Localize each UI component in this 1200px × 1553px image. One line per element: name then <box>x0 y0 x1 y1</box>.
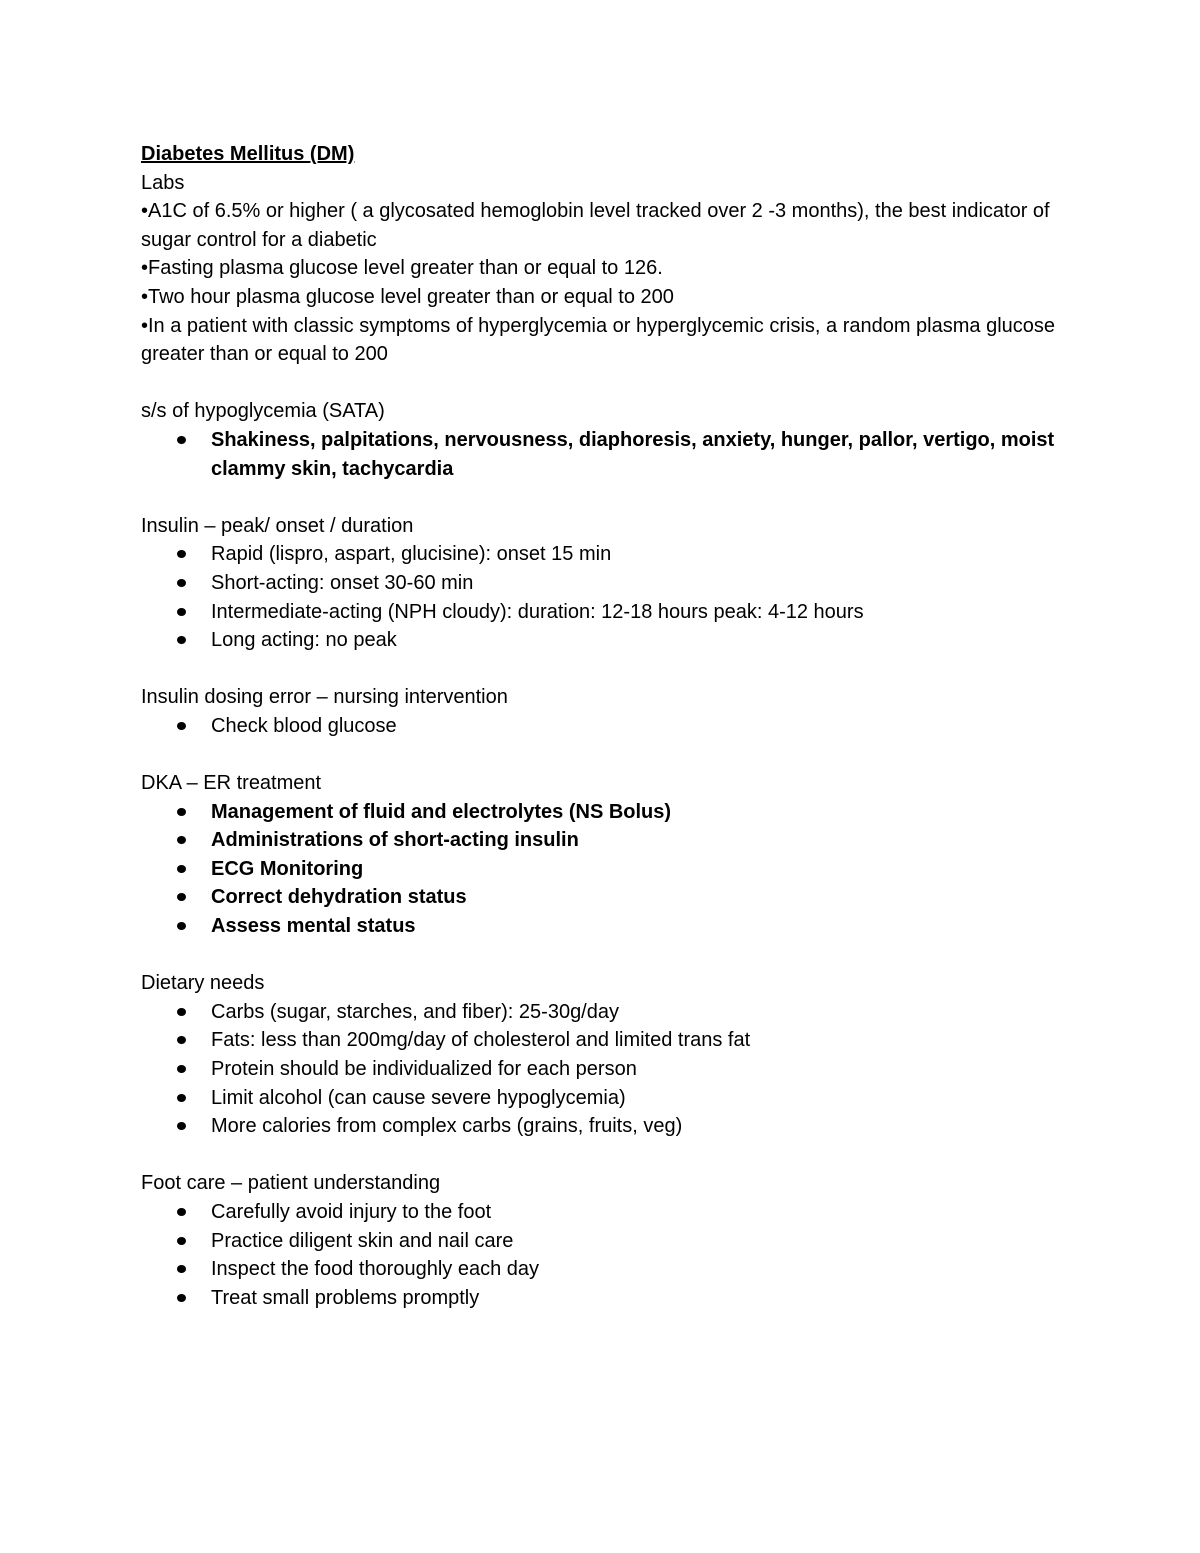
list-item <box>141 1084 1071 1113</box>
list-item-text: Correct dehydration status <box>211 886 467 909</box>
dietary-heading: Dietary needs <box>141 972 265 995</box>
foot-care-list <box>141 1198 1071 1312</box>
list-item <box>141 569 1071 598</box>
list-item-text: Inspect the food thoroughly each day <box>211 1258 540 1281</box>
dosing-error-list <box>141 712 1071 741</box>
bullet-icon <box>177 550 186 558</box>
bullet-icon <box>177 636 186 644</box>
list-item <box>141 626 1071 655</box>
list-item <box>141 1255 1071 1284</box>
list-item-text: Limit alcohol (can cause severe hypoglycemia) <box>211 1086 626 1109</box>
dka-list <box>141 798 1071 941</box>
bullet-icon <box>177 836 186 844</box>
dka-section <box>141 769 1071 941</box>
list-item-text: Short-acting: onset 30-60 min <box>211 571 474 594</box>
list-item-text: Protein should be individualized for each person <box>211 1058 637 1080</box>
list-item-text: Carbs (sugar, starches, and fiber): 25-30g/day <box>211 1000 619 1023</box>
labs-line: •Fasting plasma glucose level greater than or equal to 126. <box>141 257 663 280</box>
bullet-icon <box>177 1094 186 1102</box>
dosing-error-section <box>141 683 1071 740</box>
dka-heading: DKA – ER treatment <box>141 772 322 795</box>
bullet-icon <box>177 1265 186 1273</box>
list-item <box>141 426 1071 483</box>
list-item <box>141 1055 1071 1084</box>
foot-care-heading: Foot care – patient understanding <box>141 1172 441 1195</box>
labs-line: •In a patient with classic symptoms of hyperglycemia or hyperglycemic crisis, a random plasma glucose greater than or equal to 200 <box>141 314 1056 366</box>
foot-care-section <box>141 1169 1071 1312</box>
list-item <box>141 855 1071 884</box>
list-item-text: Fats: less than 200mg/day of cholesterol and limited trans fat <box>211 1029 751 1052</box>
insulin-heading: Insulin – peak/ onset / duration <box>141 514 414 537</box>
bullet-icon <box>177 808 186 816</box>
labs-section <box>141 169 1071 369</box>
list-item-text: Shakiness, palpitations, nervousness, diaphoresis, anxiety, hunger, pallor, vertigo, moist clammy skin, tachycardia <box>211 428 1055 480</box>
list-item <box>141 1198 1071 1227</box>
bullet-icon <box>177 436 186 444</box>
insulin-list <box>141 540 1071 654</box>
labs-line: •A1C of 6.5% or higher ( a glycosated hemoglobin level tracked over 2 -3 months), the best indicator of sugar control for a diabetic <box>141 200 1050 251</box>
document-page <box>141 140 1071 1312</box>
list-item-text: Long acting: no peak <box>211 629 397 652</box>
list-item <box>141 1112 1071 1141</box>
hypoglycemia-list <box>141 426 1071 483</box>
bullet-icon <box>177 1208 186 1216</box>
list-item <box>141 912 1071 941</box>
list-item-text: Treat small problems promptly <box>211 1286 480 1309</box>
list-item <box>141 540 1071 569</box>
bullet-icon <box>177 1036 186 1044</box>
insulin-section <box>141 512 1071 655</box>
list-item-text: ECG Monitoring <box>211 857 364 880</box>
hypoglycemia-heading: s/s of hypoglycemia (SATA) <box>141 400 385 423</box>
labs-line: •Two hour plasma glucose level greater than or equal to 200 <box>141 285 674 308</box>
list-item <box>141 712 1071 741</box>
list-item <box>141 1227 1071 1256</box>
list-item <box>141 1284 1071 1313</box>
bullet-icon <box>177 1294 186 1302</box>
list-item-text: Practice diligent skin and nail care <box>211 1229 514 1252</box>
list-item <box>141 598 1071 627</box>
bullet-icon <box>177 922 186 930</box>
bullet-icon <box>177 893 186 901</box>
hypoglycemia-section <box>141 397 1071 483</box>
bullet-icon <box>177 579 186 587</box>
list-item <box>141 998 1071 1027</box>
bullet-icon <box>177 722 186 730</box>
bullet-icon <box>177 865 186 873</box>
dietary-section <box>141 969 1071 1141</box>
list-item-text: Assess mental status <box>211 915 416 938</box>
bullet-icon <box>177 608 186 616</box>
bullet-icon <box>177 1122 186 1130</box>
list-item <box>141 883 1071 912</box>
list-item-text: Carefully avoid injury to the foot <box>211 1200 492 1223</box>
bullet-icon <box>177 1008 186 1016</box>
document-title: Diabetes Mellitus (DM) <box>141 143 355 165</box>
dietary-list <box>141 998 1071 1141</box>
list-item <box>141 798 1071 827</box>
list-item <box>141 826 1071 855</box>
list-item-text: Intermediate-acting (NPH cloudy): duration: 12-18 hours peak: 4-12 hours <box>211 600 864 623</box>
labs-heading: Labs <box>141 171 185 194</box>
dosing-error-heading: Insulin dosing error – nursing intervention <box>141 686 508 709</box>
list-item-text: Management of fluid and electrolytes (NS Bolus) <box>211 800 672 823</box>
list-item-text: Administrations of short-acting insulin <box>211 829 579 852</box>
bullet-icon <box>177 1237 186 1245</box>
list-item-text: More calories from complex carbs (grains, fruits, veg) <box>211 1115 683 1138</box>
list-item-text: Rapid (lispro, aspart, glucisine): onset 15 min <box>211 543 612 566</box>
list-item <box>141 1026 1071 1055</box>
bullet-icon <box>177 1065 186 1073</box>
list-item-text: Check blood glucose <box>211 714 397 737</box>
